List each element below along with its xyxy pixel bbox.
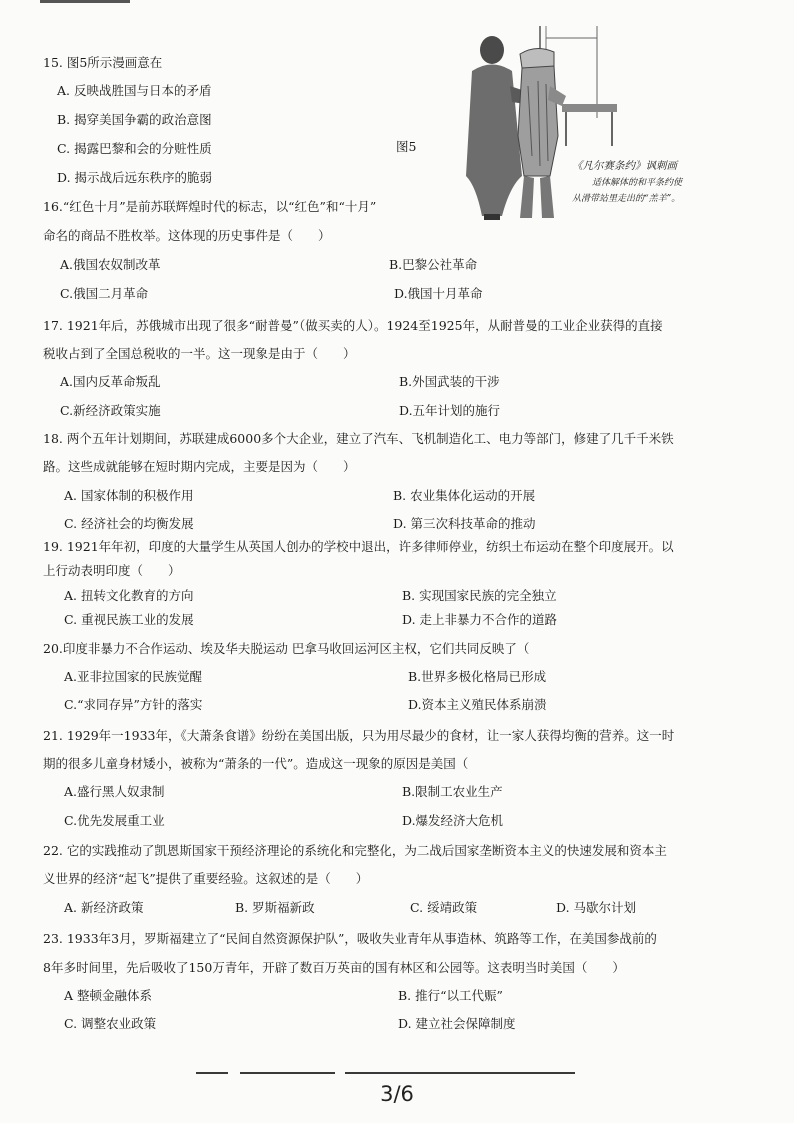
q20-stem: 20.印度非暴力不合作运动、埃及华夫脱运动 巴拿马收回运河区主权，它们共同反映了（ [43, 641, 530, 656]
q19-option-a: A. 扭转文化教育的方向 [64, 588, 194, 603]
footer-rule-middle [240, 1072, 335, 1074]
figure-caption-title: 《凡尔赛条约》讽刺画 [572, 160, 677, 172]
q19-option-b: B. 实现国家民族的完全独立 [402, 588, 557, 603]
q23-option-c: C. 调整农业政策 [64, 1016, 157, 1031]
q17-option-a: A.国内反革命叛乱 [60, 374, 161, 389]
q15-option-c: C. 揭露巴黎和会的分赃性质 [57, 141, 212, 156]
q22-option-a: A. 新经济政策 [64, 900, 144, 915]
q18-option-d: D. 第三次科技革命的推动 [393, 516, 536, 531]
figure-label: 图5 [396, 139, 417, 154]
q15-option-a: A. 反映战胜国与日本的矛盾 [57, 83, 212, 98]
q22-option-c: C. 绥靖政策 [410, 900, 478, 915]
figure-caption-line2: 从滑带站里走出的“羔羊”。 [572, 194, 681, 204]
q20-option-a: A.亚非拉国家的民族觉醒 [64, 669, 203, 684]
q18-option-a: A. 国家体制的积极作用 [64, 488, 194, 503]
q15-stem: 15. 图5所示漫画意在 [43, 55, 163, 70]
q16-option-d: D.俄国十月革命 [394, 286, 483, 301]
q22-option-b: B. 罗斯福新政 [235, 900, 315, 915]
page-number: 3/6 [380, 1082, 414, 1106]
q17-stem-line2: 税收占到了全国总税收的一半。这一现象是由于（ ） [43, 346, 356, 361]
q17-option-b: B.外国武装的干涉 [399, 374, 500, 389]
q21-option-c: C.优先发展重工业 [64, 813, 165, 828]
q15-option-b: B. 揭穿美国争霸的政治意图 [57, 112, 212, 127]
q22-stem-line2: 义世界的经济“起飞”提供了重要经验。这叙述的是（ ） [43, 871, 369, 886]
q23-stem-line1: 23. 1933年3月，罗斯福建立了“民间自然资源保护队”，吸收失业青年从事造林、筑路等工作，在美国参战前的 [43, 931, 657, 946]
q18-option-c: C. 经济社会的均衡发展 [64, 516, 194, 531]
q21-option-b: B.限制工农业生产 [402, 784, 503, 799]
q21-stem-line2: 期的很多儿童身材矮小，被称为“萧条的一代”。造成这一现象的原因是美国（ [43, 756, 469, 771]
q23-option-a: A 整顿金融体系 [64, 988, 153, 1003]
q18-stem-line2: 路。这些成就能够在短时期内完成，主要是因为（ ） [43, 459, 356, 474]
q16-stem-line2: 命名的商品不胜枚举。这体现的历史事件是（ ） [43, 228, 331, 243]
footer-rule-right [345, 1072, 575, 1074]
q20-option-b: B.世界多极化格局已形成 [408, 669, 547, 684]
q16-option-b: B.巴黎公社革命 [389, 257, 478, 272]
q21-stem-line1: 21. 1929年一1933年，《大萧条食谱》纷纷在美国出版，只为用尽最少的食材，让一家人获得均衡的营养。这一时 [43, 728, 675, 743]
q23-option-b: B. 推行“以工代赈” [398, 988, 503, 1003]
q16-option-a: A.俄国农奴制改革 [60, 257, 161, 272]
q22-option-d: D. 马歇尔计划 [556, 900, 637, 915]
q21-option-a: A.盛行黑人奴隶制 [64, 784, 165, 799]
q19-option-c: C. 重视民族工业的发展 [64, 612, 194, 627]
q19-stem-line2: 上行动表明印度（ ） [43, 563, 181, 578]
q16-stem-line1: 16.“红色十月”是前苏联辉煌时代的标志，以“红色”和“十月” [43, 199, 377, 214]
q17-option-d: D.五年计划的施行 [399, 403, 501, 418]
q17-option-c: C.新经济政策实施 [60, 403, 161, 418]
q22-stem-line1: 22. 它的实践推动了凯恩斯国家干预经济理论的系统化和完整化，为二战后国家垄断资本主义的快速发展和资本主 [43, 843, 667, 858]
q18-stem-line1: 18. 两个五年计划期间，苏联建成6000多个大企业，建立了汽车、飞机制造化工、电力等部门，修建了几千千米铁 [43, 431, 674, 446]
q15-option-d: D. 揭示战后远东秩序的脆弱 [57, 170, 213, 185]
q18-option-b: B. 农业集体化运动的开展 [393, 488, 536, 503]
q20-option-c: C.“求同存异”方针的落实 [64, 697, 203, 712]
footer-rule-left [196, 1072, 228, 1074]
q17-stem-line1: 17. 1921年后，苏俄城市出现了很多“耐普曼”（做买卖的人）。1924至1925年，从耐普曼的工业企业获得的直接 [43, 318, 663, 333]
q20-option-d: D.资本主义殖民体系崩溃 [408, 697, 547, 712]
q19-option-d: D. 走上非暴力不合作的道路 [402, 612, 558, 627]
q23-stem-line2: 8年多时间里，先后吸收了150万青年，开辟了数百万英亩的国有林区和公园等。这表明当时美国（ ） [43, 960, 625, 975]
figure-caption-line1: 适体解体的和平条约使 [592, 178, 683, 188]
q16-option-c: C.俄国二月革命 [60, 286, 149, 301]
q23-option-d: D. 建立社会保障制度 [398, 1016, 516, 1031]
q19-stem-line1: 19. 1921年年初，印度的大量学生从英国人创办的学校中退出，许多律师停业，纺织土布运动在整个印度展开。以 [43, 539, 674, 554]
top-edge-mark [40, 0, 130, 3]
q21-option-d: D.爆发经济大危机 [402, 813, 504, 828]
